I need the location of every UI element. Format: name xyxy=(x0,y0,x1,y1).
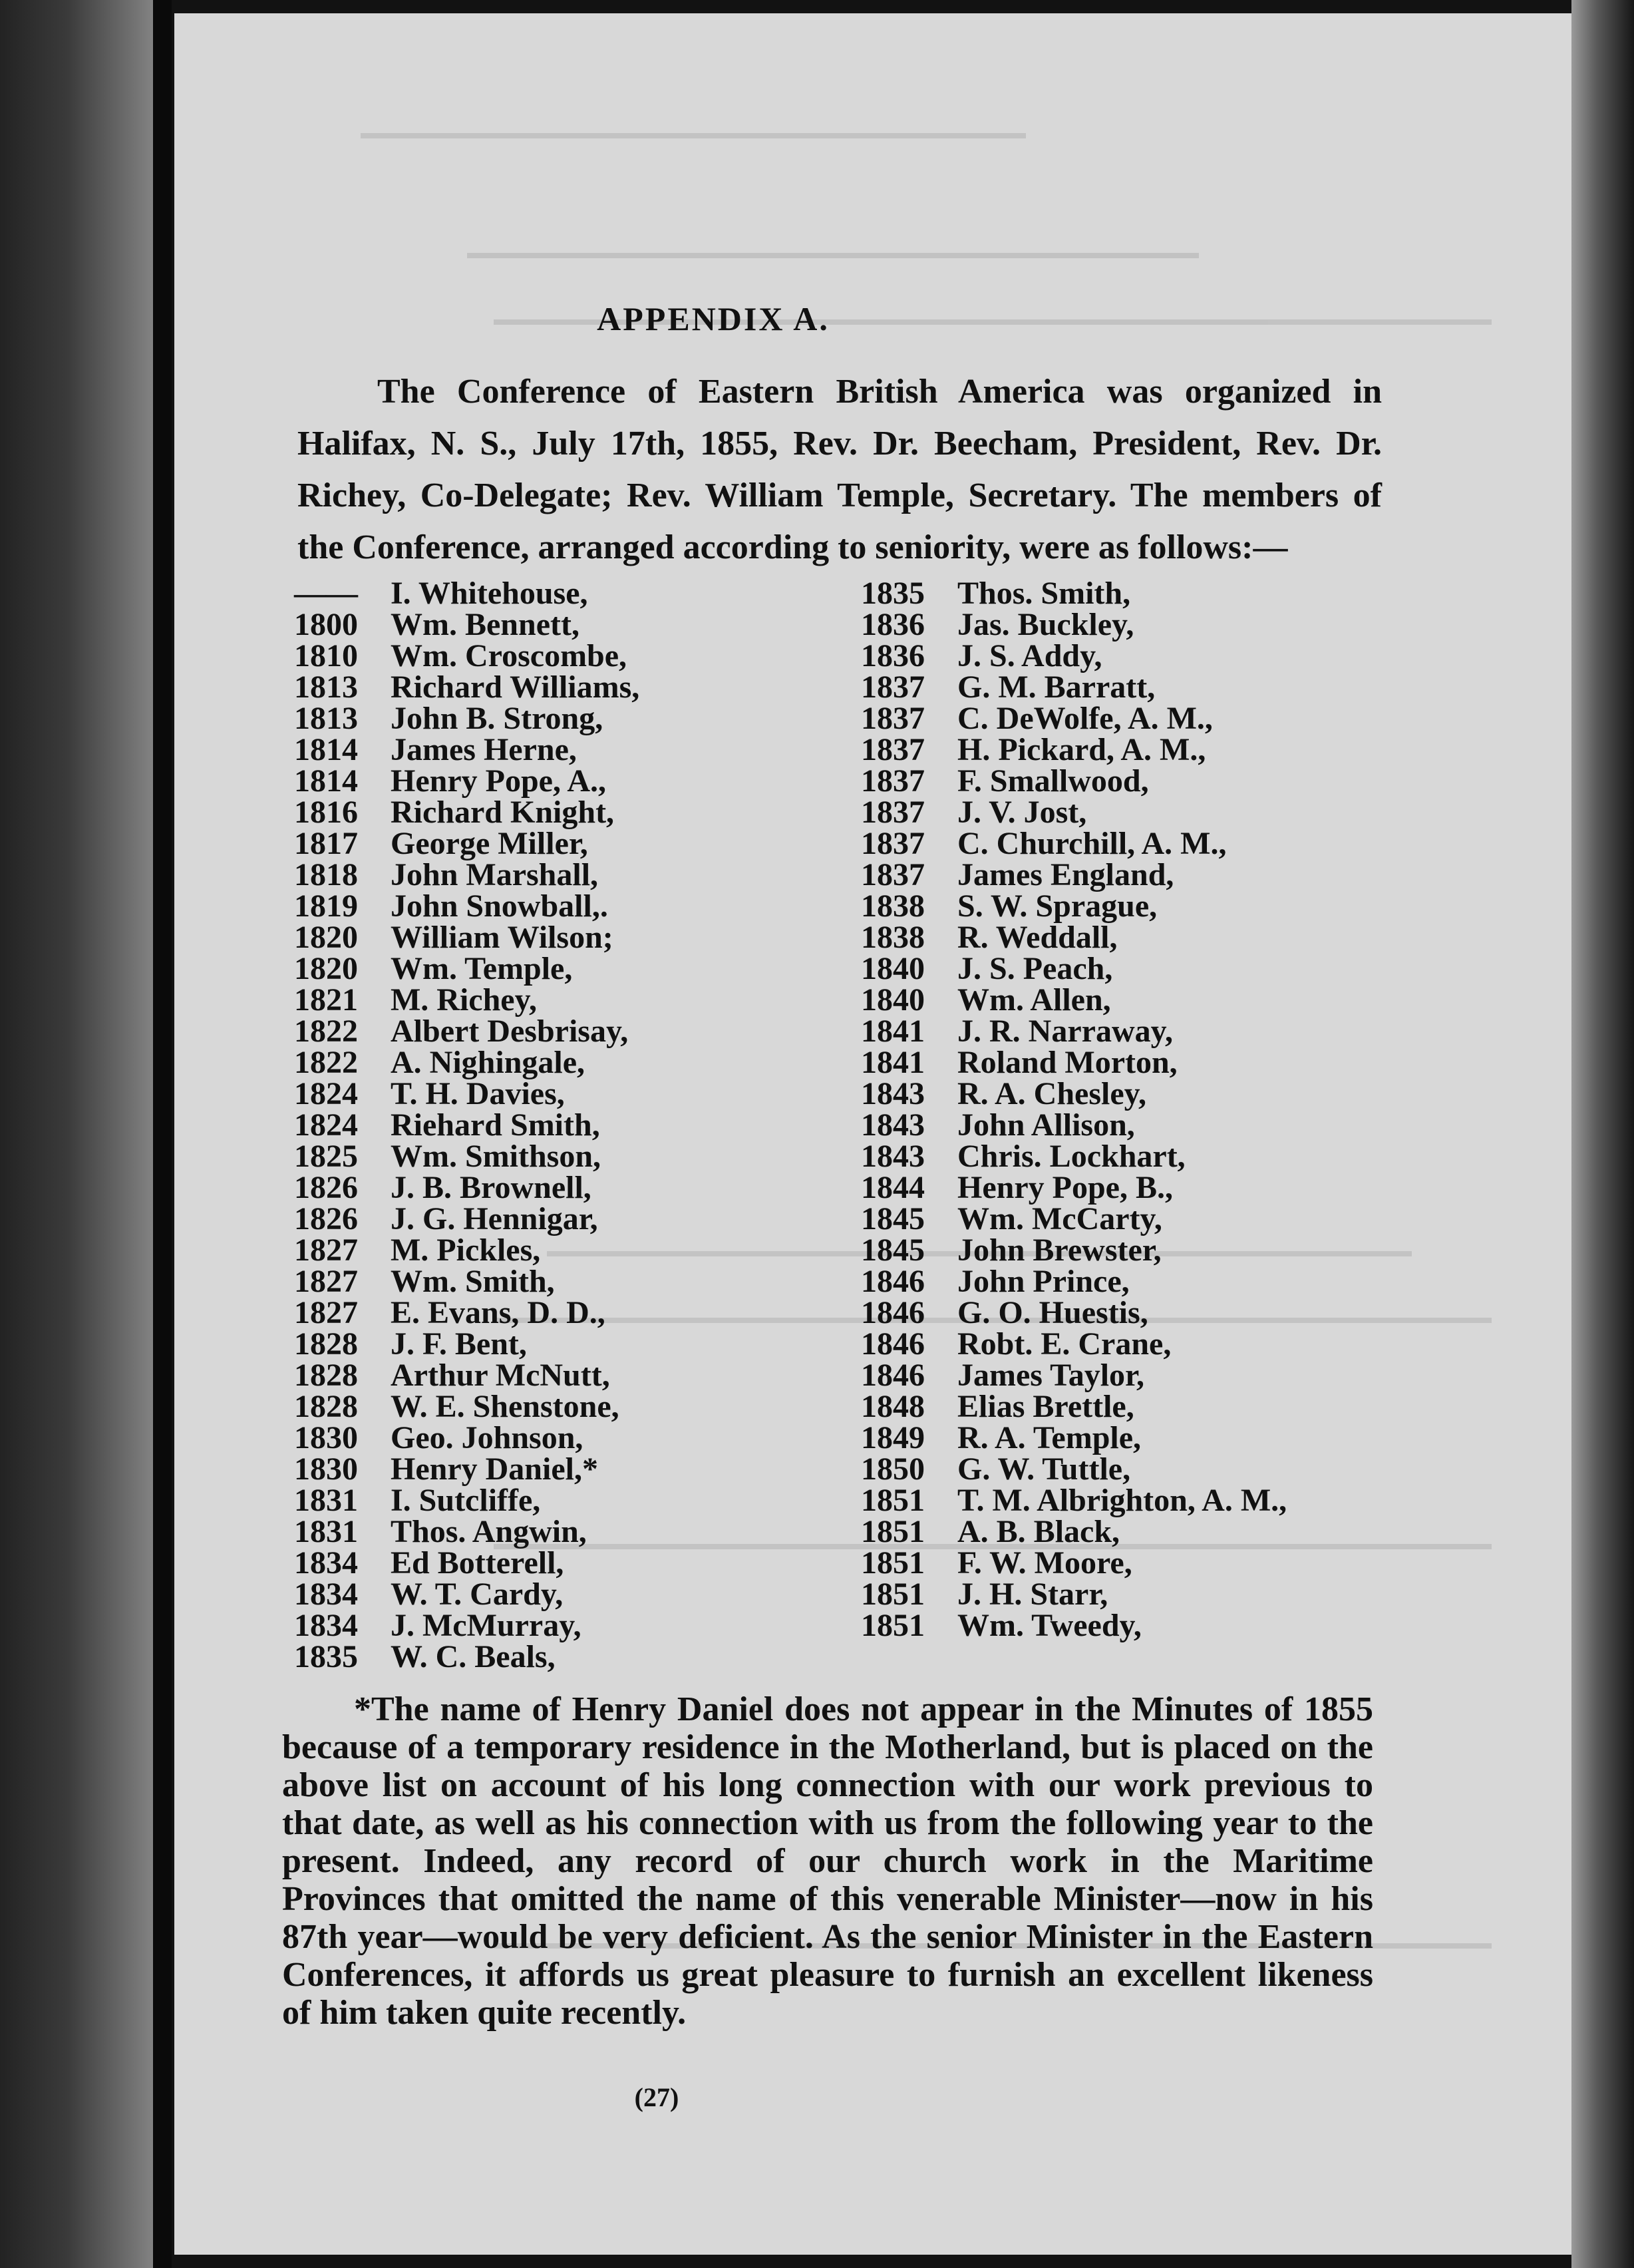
member-year: 1830 xyxy=(294,1420,358,1455)
member-name: Wm. Allen, xyxy=(957,982,1111,1018)
member-year: 1843 xyxy=(861,1139,925,1174)
member-name: Elias Brettle, xyxy=(957,1389,1134,1424)
member-row xyxy=(861,859,1460,890)
member-name: Thos. Angwin, xyxy=(391,1514,587,1549)
member-row xyxy=(861,1172,1460,1203)
member-name: John Snowball,. xyxy=(391,888,608,924)
member-year: 1840 xyxy=(861,951,925,986)
member-row xyxy=(861,1016,1460,1047)
member-year: 1851 xyxy=(861,1483,925,1518)
member-name: M. Richey, xyxy=(391,982,537,1018)
member-name: J. R. Narraway, xyxy=(957,1014,1173,1049)
member-year: 1846 xyxy=(861,1264,925,1299)
member-name: Henry Pope, A., xyxy=(391,763,606,799)
member-row xyxy=(861,1516,1460,1547)
member-year: 1825 xyxy=(294,1139,358,1174)
member-year: 1813 xyxy=(294,669,358,705)
member-name: G. W. Tuttle, xyxy=(957,1451,1131,1487)
member-name: John Brewster, xyxy=(957,1232,1162,1268)
member-row xyxy=(861,1422,1460,1453)
member-name: G. O. Huestis, xyxy=(957,1295,1148,1330)
member-row xyxy=(861,1485,1460,1516)
member-name: John Prince, xyxy=(957,1264,1130,1299)
member-row xyxy=(294,1610,840,1641)
member-name: Richard Knight, xyxy=(391,795,615,830)
member-year: 1822 xyxy=(294,1014,358,1049)
member-year: 1827 xyxy=(294,1295,358,1330)
member-row xyxy=(861,640,1460,671)
member-year: 1846 xyxy=(861,1326,925,1362)
member-name: R. A. Chesley, xyxy=(957,1076,1147,1111)
member-name: John B. Strong, xyxy=(391,701,603,736)
member-row xyxy=(294,1141,840,1172)
member-row xyxy=(861,1328,1460,1360)
member-row xyxy=(294,1485,840,1516)
member-row xyxy=(294,797,840,828)
member-year: 1843 xyxy=(861,1107,925,1143)
intro-paragraph: The Conference of Eastern British America was organized in Halifax, N. S., July 17th, 1855, Rev. Dr. Beecham, President, Rev. Dr. Richey, Co-Delegate; Rev. William Temple, Secretary. The members of the Conference, arranged according to seniority, were as follows:— xyxy=(297,373,1382,566)
member-row xyxy=(861,828,1460,859)
member-row xyxy=(294,1328,840,1360)
member-row xyxy=(294,1579,840,1610)
member-year: 1822 xyxy=(294,1045,358,1080)
member-row xyxy=(294,578,840,609)
member-row xyxy=(294,890,840,922)
member-name: J. H. Starr, xyxy=(957,1577,1108,1612)
member-name: C. DeWolfe, A. M., xyxy=(957,701,1213,736)
member-year: 1836 xyxy=(861,638,925,673)
member-name: R. Weddall, xyxy=(957,920,1118,955)
member-name: S. W. Sprague, xyxy=(957,888,1158,924)
member-name: J. McMurray, xyxy=(391,1608,581,1643)
member-row xyxy=(861,703,1460,734)
member-row xyxy=(861,1047,1460,1078)
member-name: James Taylor, xyxy=(957,1358,1144,1393)
member-row xyxy=(294,1297,840,1328)
member-year: 1826 xyxy=(294,1201,358,1236)
member-name: Geo. Johnson, xyxy=(391,1420,583,1455)
member-row xyxy=(294,1047,840,1078)
member-year: 1828 xyxy=(294,1358,358,1393)
member-year: 1834 xyxy=(294,1577,358,1612)
member-name: A. Nighingale, xyxy=(391,1045,585,1080)
member-row xyxy=(294,828,840,859)
member-row xyxy=(861,734,1460,765)
member-name: F. W. Moore, xyxy=(957,1545,1132,1581)
member-year: 1845 xyxy=(861,1201,925,1236)
member-year: 1816 xyxy=(294,795,358,830)
page-number: (27) xyxy=(634,2082,679,2112)
member-row xyxy=(861,1610,1460,1641)
appendix-heading: APPENDIX A. xyxy=(597,300,830,337)
member-year: 1817 xyxy=(294,826,358,861)
member-year: 1828 xyxy=(294,1326,358,1362)
member-row xyxy=(294,984,840,1016)
member-year: 1837 xyxy=(861,732,925,767)
member-year: 1837 xyxy=(861,826,925,861)
members-list-left xyxy=(294,578,840,1672)
member-row xyxy=(294,1360,840,1391)
member-row xyxy=(294,609,840,640)
member-row xyxy=(861,890,1460,922)
member-row xyxy=(294,859,840,890)
member-year: 1838 xyxy=(861,920,925,955)
footnote-henry-daniel: *The name of Henry Daniel does not appear in the Minutes of 1855 because of a temporary residence in the Motherland, but is placed on the above list on account of his long connection with our work previous to that date, as well as his connection with us from the following year to the present. Indeed, any record of our church work in the Maritime Provinces that omitted the name of this venerable Minister—now in his 87th year—would be very deficient. As the senior Minister in the Eastern Conferences, it affords us great pleasure to furnish an excellent likeness of him taken quite recently. xyxy=(282,1690,1373,2032)
member-row xyxy=(861,1203,1460,1234)
member-year: 1845 xyxy=(861,1232,925,1268)
member-name: John Marshall, xyxy=(391,857,599,892)
member-name: Richard Williams, xyxy=(391,669,640,705)
member-year: 1848 xyxy=(861,1389,925,1424)
member-row xyxy=(861,953,1460,984)
member-year: 1820 xyxy=(294,920,358,955)
member-year: 1837 xyxy=(861,795,925,830)
member-name: W. C. Beals, xyxy=(391,1639,556,1674)
member-year: 1830 xyxy=(294,1451,358,1487)
member-year: 1827 xyxy=(294,1264,358,1299)
member-name: James Herne, xyxy=(391,732,577,767)
member-year: 1824 xyxy=(294,1076,358,1111)
member-name: J. G. Hennigar, xyxy=(391,1201,598,1236)
member-row xyxy=(861,1234,1460,1266)
book-page xyxy=(174,13,1571,2255)
member-row xyxy=(861,1360,1460,1391)
member-row xyxy=(294,1641,840,1672)
member-row xyxy=(861,1453,1460,1485)
member-year: 1831 xyxy=(294,1483,358,1518)
member-name: E. Evans, D. D., xyxy=(391,1295,605,1330)
member-row xyxy=(861,609,1460,640)
member-year: —— xyxy=(294,576,358,611)
member-year: 1814 xyxy=(294,732,358,767)
member-year: 1846 xyxy=(861,1295,925,1330)
member-year: 1849 xyxy=(861,1420,925,1455)
member-row xyxy=(861,1579,1460,1610)
member-name: Wm. McCarty, xyxy=(957,1201,1162,1236)
member-row xyxy=(294,1266,840,1297)
member-name: Riehard Smith, xyxy=(391,1107,600,1143)
member-name: Albert Desbrisay, xyxy=(391,1014,629,1049)
member-year: 1824 xyxy=(294,1107,358,1143)
member-row xyxy=(294,703,840,734)
member-year: 1831 xyxy=(294,1514,358,1549)
member-name: J. S. Addy, xyxy=(957,638,1102,673)
member-name: Wm. Smithson, xyxy=(391,1139,601,1174)
member-row xyxy=(294,1422,840,1453)
member-year: 1814 xyxy=(294,763,358,799)
member-year: 1834 xyxy=(294,1545,358,1581)
member-name: C. Churchill, A. M., xyxy=(957,826,1227,861)
member-year: 1837 xyxy=(861,763,925,799)
member-row xyxy=(294,1203,840,1234)
member-year: 1838 xyxy=(861,888,925,924)
member-name: G. M. Barratt, xyxy=(957,669,1156,705)
member-year: 1810 xyxy=(294,638,358,673)
member-row xyxy=(861,1297,1460,1328)
member-name: I. Sutcliffe, xyxy=(391,1483,541,1518)
member-name: F. Smallwood, xyxy=(957,763,1149,799)
member-year: 1800 xyxy=(294,607,358,642)
member-row xyxy=(294,1016,840,1047)
member-year: 1837 xyxy=(861,857,925,892)
member-row xyxy=(861,1109,1460,1141)
member-name: Ed Botterell, xyxy=(391,1545,564,1581)
member-year: 1828 xyxy=(294,1389,358,1424)
member-row xyxy=(861,1547,1460,1579)
member-name: A. B. Black, xyxy=(957,1514,1120,1549)
member-year: 1837 xyxy=(861,701,925,736)
member-row xyxy=(861,578,1460,609)
member-row xyxy=(294,1078,840,1109)
member-name: H. Pickard, A. M., xyxy=(957,732,1206,767)
member-name: Wm. Croscombe, xyxy=(391,638,627,673)
member-name: T. M. Albrighton, A. M., xyxy=(957,1483,1287,1518)
member-year: 1836 xyxy=(861,607,925,642)
member-name: M. Pickles, xyxy=(391,1232,541,1268)
member-year: 1834 xyxy=(294,1608,358,1643)
member-year: 1813 xyxy=(294,701,358,736)
member-name: William Wilson; xyxy=(391,920,613,955)
member-row xyxy=(294,922,840,953)
member-row xyxy=(861,1266,1460,1297)
member-name: J. B. Brownell, xyxy=(391,1170,591,1205)
member-year: 1846 xyxy=(861,1358,925,1393)
member-year: 1841 xyxy=(861,1014,925,1049)
member-name: Arthur McNutt, xyxy=(391,1358,610,1393)
member-row xyxy=(861,671,1460,703)
member-year: 1821 xyxy=(294,982,358,1018)
member-row xyxy=(861,1078,1460,1109)
member-year: 1818 xyxy=(294,857,358,892)
scan-right-edge xyxy=(1571,0,1634,2268)
member-year: 1835 xyxy=(861,576,925,611)
member-name: I. Whitehouse, xyxy=(391,576,588,611)
member-row xyxy=(861,984,1460,1016)
member-row xyxy=(294,734,840,765)
member-name: John Allison, xyxy=(957,1107,1135,1143)
member-name: Wm. Tweedy, xyxy=(957,1608,1142,1643)
member-row xyxy=(294,765,840,797)
member-row xyxy=(294,640,840,671)
member-row xyxy=(294,671,840,703)
member-name: Wm. Temple, xyxy=(391,951,573,986)
member-row xyxy=(294,1453,840,1485)
member-row xyxy=(294,1109,840,1141)
member-year: 1827 xyxy=(294,1232,358,1268)
member-name: J. V. Jost, xyxy=(957,795,1087,830)
member-name: W. E. Shenstone, xyxy=(391,1389,619,1424)
member-name: Robt. E. Crane, xyxy=(957,1326,1172,1362)
member-name: George Miller, xyxy=(391,826,588,861)
member-year: 1851 xyxy=(861,1608,925,1643)
member-name: Chris. Lockhart, xyxy=(957,1139,1186,1174)
member-year: 1826 xyxy=(294,1170,358,1205)
member-name: Roland Morton, xyxy=(957,1045,1178,1080)
member-year: 1843 xyxy=(861,1076,925,1111)
member-name: R. A. Temple, xyxy=(957,1420,1142,1455)
member-name: Henry Pope, B., xyxy=(957,1170,1173,1205)
member-row xyxy=(294,1234,840,1266)
member-name: Wm. Bennett, xyxy=(391,607,579,642)
member-year: 1844 xyxy=(861,1170,925,1205)
member-year: 1851 xyxy=(861,1545,925,1581)
member-name: T. H. Davies, xyxy=(391,1076,565,1111)
member-year: 1835 xyxy=(294,1639,358,1674)
member-year: 1819 xyxy=(294,888,358,924)
member-row xyxy=(294,953,840,984)
member-name: Thos. Smith, xyxy=(957,576,1131,611)
member-row xyxy=(861,797,1460,828)
member-row xyxy=(294,1391,840,1422)
member-year: 1850 xyxy=(861,1451,925,1487)
member-row xyxy=(861,922,1460,953)
member-name: James England, xyxy=(957,857,1174,892)
member-name: Jas. Buckley, xyxy=(957,607,1134,642)
member-row xyxy=(861,765,1460,797)
members-list-right xyxy=(861,578,1460,1641)
member-year: 1851 xyxy=(861,1577,925,1612)
member-name: J. F. Bent, xyxy=(391,1326,527,1362)
facing-page-edge xyxy=(0,0,166,2268)
member-row xyxy=(294,1172,840,1203)
member-row xyxy=(861,1391,1460,1422)
member-year: 1851 xyxy=(861,1514,925,1549)
member-row xyxy=(294,1516,840,1547)
member-year: 1841 xyxy=(861,1045,925,1080)
member-name: Wm. Smith, xyxy=(391,1264,555,1299)
member-year: 1820 xyxy=(294,951,358,986)
member-year: 1837 xyxy=(861,669,925,705)
member-name: W. T. Cardy, xyxy=(391,1577,564,1612)
member-year: 1840 xyxy=(861,982,925,1018)
member-name: Henry Daniel,* xyxy=(391,1451,598,1487)
member-name: J. S. Peach, xyxy=(957,951,1113,986)
member-row xyxy=(294,1547,840,1579)
member-row xyxy=(861,1141,1460,1172)
book-gutter xyxy=(153,0,172,2268)
